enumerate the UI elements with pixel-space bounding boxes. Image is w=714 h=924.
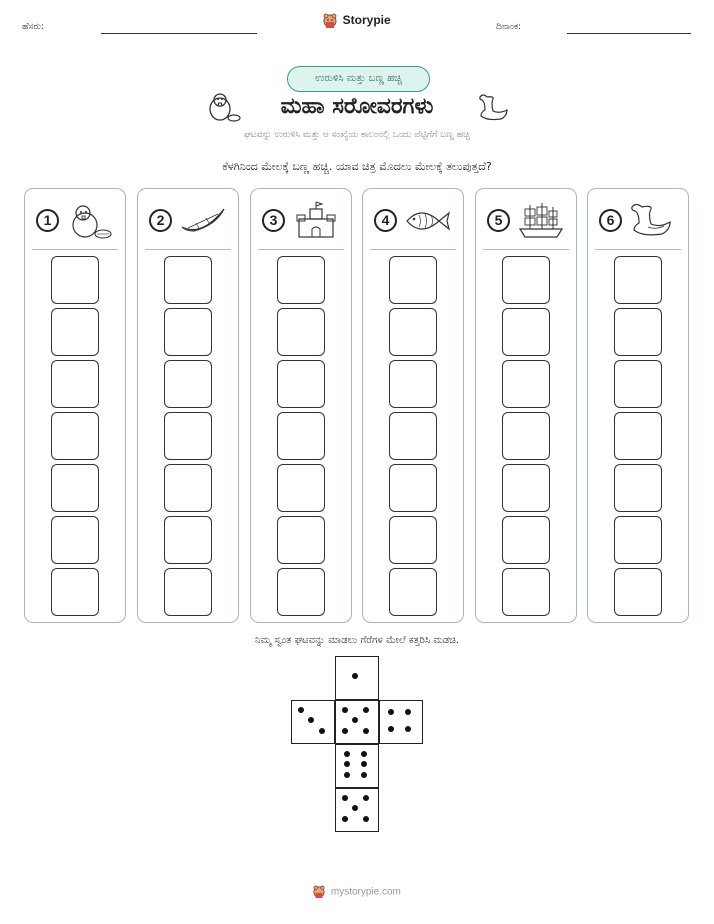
pip	[342, 707, 348, 713]
pip	[363, 728, 369, 734]
subtitle: ಘಟವನ್ನು ಉರುಳಿಸಿ ಮತ್ತು ಆ ಸಂಖ್ಯೆಯ ಕಾಲಂನಲ್ಲಿ ಒಂದು ಪೆಟ್ಟಿಗೆಗೆ ಬಣ್ಣ ಹಚ್ಚಿ	[244, 130, 470, 140]
die-face-5	[335, 700, 379, 744]
color-box[interactable]	[277, 256, 325, 304]
column-6	[587, 188, 689, 623]
color-box[interactable]	[389, 256, 437, 304]
column-number: 2	[149, 209, 172, 232]
pip	[352, 717, 358, 723]
pip	[388, 709, 394, 715]
column-number: 4	[374, 209, 397, 232]
color-box[interactable]	[277, 412, 325, 460]
beaver-icon	[65, 201, 115, 241]
die-face-4	[379, 700, 423, 744]
color-box[interactable]	[614, 412, 662, 460]
color-box[interactable]	[389, 360, 437, 408]
color-box[interactable]	[164, 360, 212, 408]
color-box[interactable]	[164, 516, 212, 564]
color-box[interactable]	[164, 568, 212, 616]
column-4	[362, 188, 464, 623]
footer	[0, 885, 714, 899]
color-box[interactable]	[389, 412, 437, 460]
color-box[interactable]	[502, 308, 550, 356]
fish-icon	[403, 201, 453, 241]
pip	[319, 728, 325, 734]
pip	[363, 707, 369, 713]
swan-icon	[628, 201, 678, 241]
color-box[interactable]	[164, 308, 212, 356]
pip	[342, 795, 348, 801]
color-box[interactable]	[277, 568, 325, 616]
cut-fold-instruction: ನಿಮ್ಮ ಸ್ವಂತ ಘಟವನ್ನು ಮಾಡಲು ಗೆರೆಗಳ ಮೇಲೆ ಕತ್ತರಿಸಿ ಮಡಚಿ.	[254, 635, 460, 646]
color-box[interactable]	[277, 308, 325, 356]
pip	[344, 772, 350, 778]
color-box[interactable]	[502, 360, 550, 408]
brand-logo	[0, 13, 714, 29]
color-box[interactable]	[164, 464, 212, 512]
color-box[interactable]	[51, 464, 99, 512]
column-number: 3	[262, 209, 285, 232]
canoe-icon	[178, 201, 228, 241]
column-number: 5	[487, 209, 510, 232]
die-face-1	[335, 656, 379, 700]
pip	[344, 761, 350, 767]
pip	[344, 751, 350, 757]
date-line[interactable]	[567, 33, 691, 34]
color-box[interactable]	[502, 516, 550, 564]
name-label: ಹೆಸರು:	[22, 22, 45, 32]
pip	[363, 795, 369, 801]
column-3	[250, 188, 352, 623]
color-box[interactable]	[614, 308, 662, 356]
color-box[interactable]	[51, 516, 99, 564]
pip	[308, 717, 314, 723]
color-box[interactable]	[502, 464, 550, 512]
sandcastle-icon	[291, 201, 341, 241]
pip	[352, 805, 358, 811]
storypie-footer-logo-icon	[313, 885, 325, 899]
pip	[361, 772, 367, 778]
pip	[352, 673, 358, 679]
color-box[interactable]	[389, 308, 437, 356]
color-box[interactable]	[51, 568, 99, 616]
color-box[interactable]	[614, 256, 662, 304]
footer-url[interactable]: mystorypie.com	[330, 886, 401, 898]
pip	[298, 707, 304, 713]
column-5	[475, 188, 577, 623]
color-box[interactable]	[614, 360, 662, 408]
color-box[interactable]	[164, 412, 212, 460]
color-box[interactable]	[614, 516, 662, 564]
pip	[342, 816, 348, 822]
color-box[interactable]	[502, 568, 550, 616]
color-box[interactable]	[164, 256, 212, 304]
ship-icon	[516, 201, 566, 241]
color-box[interactable]	[614, 464, 662, 512]
color-box[interactable]	[389, 568, 437, 616]
color-box[interactable]	[614, 568, 662, 616]
color-box[interactable]	[51, 256, 99, 304]
column-number: 1	[36, 209, 59, 232]
color-box[interactable]	[51, 308, 99, 356]
die-face-3	[291, 700, 335, 744]
column-2	[137, 188, 239, 623]
question-text: ಕೆಳಗಿನಿಂದ ಮೇಲಕ್ಕೆ ಬಣ್ಣ ಹಚ್ಚಿ. ಯಾವ ಚಿತ್ರ ಮೊದಲು ಮೇಲಕ್ಕೆ ತಲುಪುತ್ತದೆ?	[222, 160, 492, 173]
color-box[interactable]	[502, 412, 550, 460]
date-label: ದಿನಾಂಕ:	[496, 22, 522, 32]
brand-name: Storypie	[342, 13, 391, 28]
column-divider	[370, 249, 456, 250]
color-box[interactable]	[389, 516, 437, 564]
color-box[interactable]	[51, 412, 99, 460]
pip	[361, 761, 367, 767]
color-box[interactable]	[51, 360, 99, 408]
color-box[interactable]	[277, 516, 325, 564]
page-title: ಮಹಾ ಸರೋವರಗಳು	[280, 94, 434, 119]
pip	[405, 709, 411, 715]
color-box[interactable]	[277, 464, 325, 512]
pip	[342, 728, 348, 734]
column-divider	[145, 249, 231, 250]
die-face-6	[335, 744, 379, 788]
column-number: 6	[599, 209, 622, 232]
pip	[363, 816, 369, 822]
column-divider	[595, 249, 681, 250]
column-divider	[258, 249, 344, 250]
column-1	[24, 188, 126, 623]
pip	[361, 751, 367, 757]
pip	[405, 726, 411, 732]
name-line[interactable]	[101, 33, 257, 34]
swan-title-icon	[475, 91, 511, 123]
color-box[interactable]	[502, 256, 550, 304]
column-divider	[483, 249, 569, 250]
color-box[interactable]	[389, 464, 437, 512]
storypie-logo-icon	[323, 13, 337, 29]
pip	[388, 726, 394, 732]
activity-badge: ಉರುಳಿಸಿ ಮತ್ತು ಬಣ್ಣ ಹಚ್ಚಿ	[287, 66, 430, 92]
die-face-5-bottom	[335, 788, 379, 832]
color-box[interactable]	[277, 360, 325, 408]
column-divider	[32, 249, 118, 250]
